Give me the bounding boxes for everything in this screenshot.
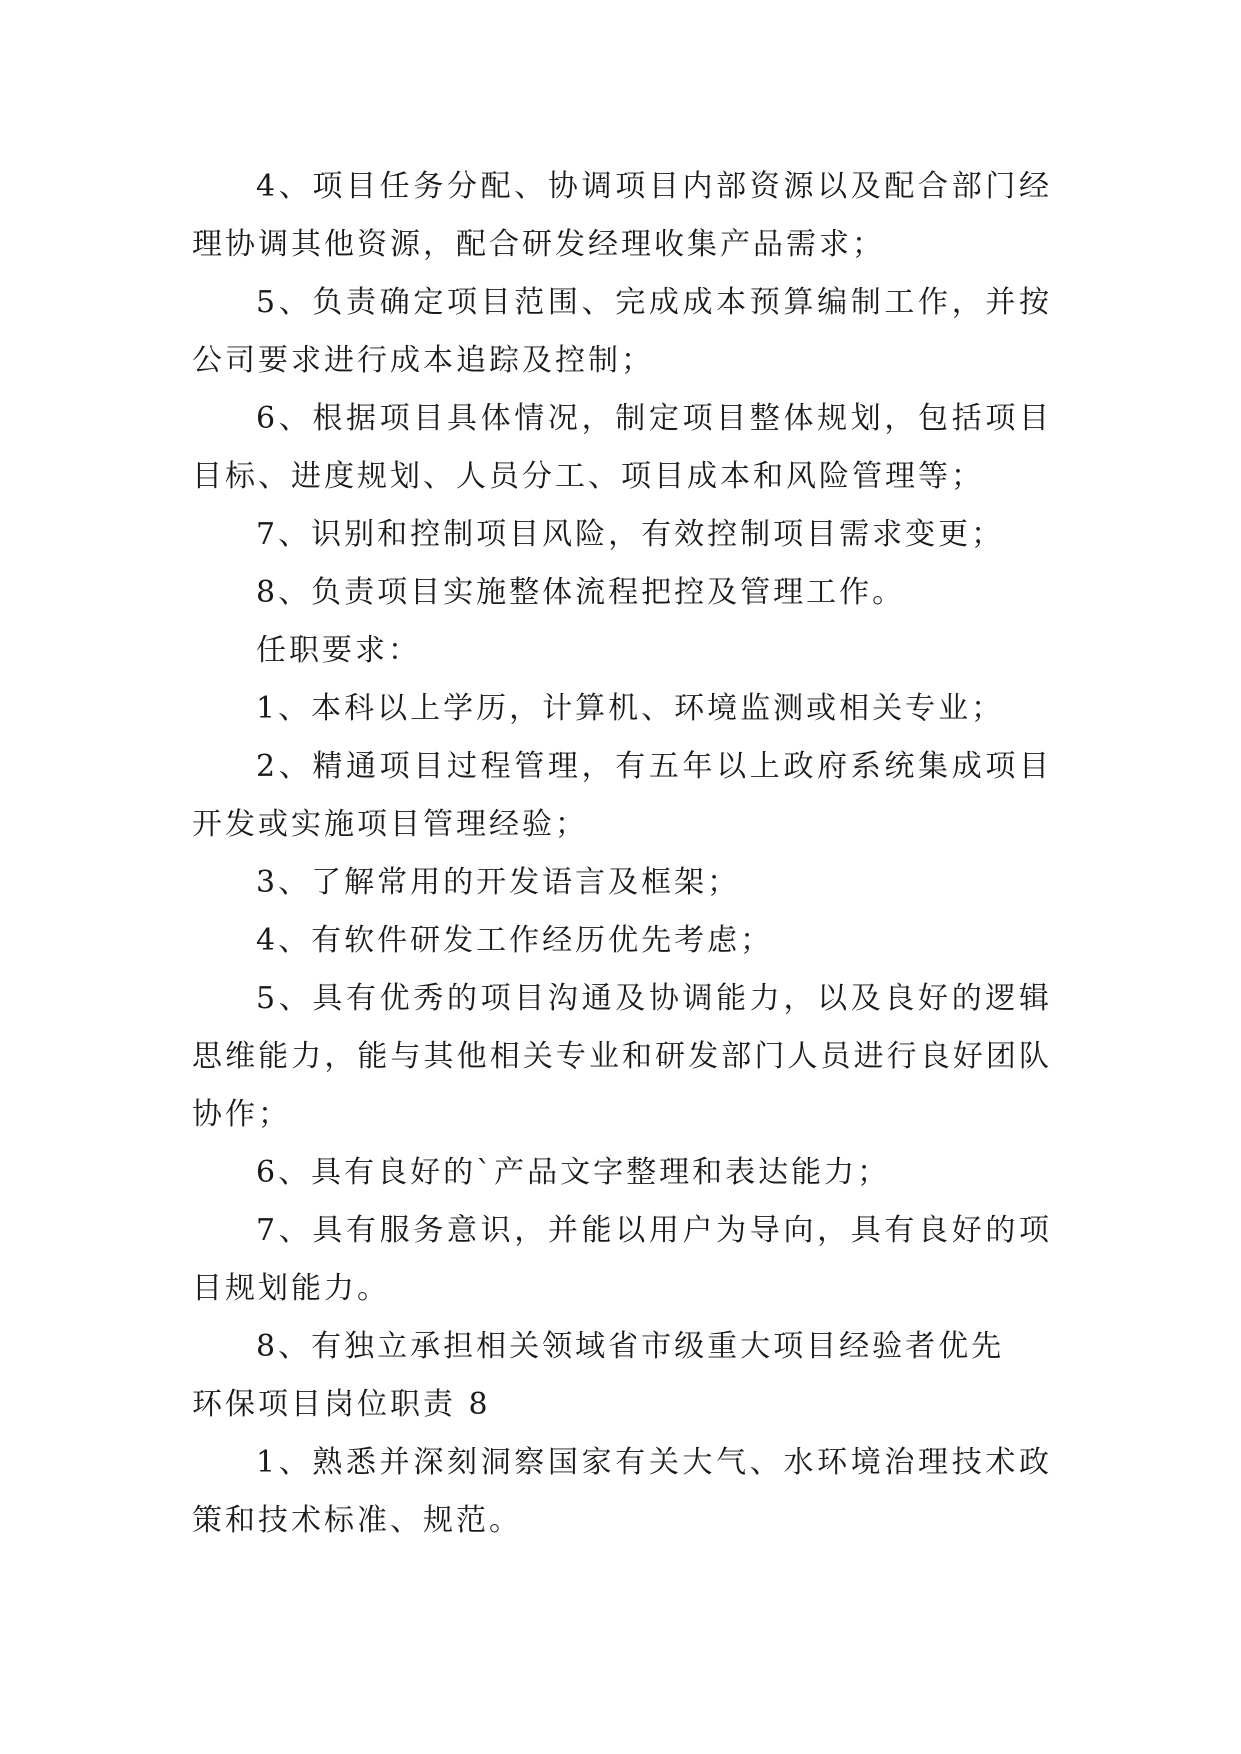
- section-title: 环保项目岗位职责 8: [192, 1387, 491, 1422]
- paragraph-req-4: 4、有软件研发工作经历优先考虑；: [256, 923, 774, 958]
- paragraph-duty-7: 7、识别和控制项目风险，有效控制项目需求变更；: [256, 517, 1005, 552]
- paragraph-req-3: 3、了解常用的开发语言及框架；: [256, 865, 741, 900]
- paragraph-duty-1: 1、熟悉并深刻洞察国家有关大气、水环境治理技术政策和技术标准、规范。: [192, 1445, 1052, 1538]
- paragraph-duty-5: 5、负责确定项目范围、完成成本预算编制工作，并按公司要求进行成本追踪及控制；: [192, 285, 1052, 378]
- paragraph-req-6: 6、具有良好的`产品文字整理和表达能力；: [256, 1155, 891, 1190]
- paragraph-req-8: 8、有独立承担相关领域省市级重大项目经验者优先: [256, 1329, 1005, 1364]
- paragraph-req-7: 7、具有服务意识，并能以用户为导向，具有良好的项目规划能力。: [192, 1213, 1052, 1306]
- paragraph-req-5: 5、具有优秀的项目沟通及协调能力，以及良好的逻辑思维能力，能与其他相关专业和研发部门人员进行良好团队协作；: [192, 981, 1052, 1132]
- paragraph-duty-8: 8、负责项目实施整体流程把控及管理工作。: [256, 575, 906, 610]
- section-heading-requirements: 任职要求：: [256, 633, 421, 668]
- paragraph-duty-4: 4、项目任务分配、协调项目内部资源以及配合部门经理协调其他资源，配合研发经理收集产品需求；: [192, 169, 1052, 262]
- paragraph-req-1: 1、本科以上学历，计算机、环境监测或相关专业；: [256, 691, 1005, 726]
- paragraph-req-2: 2、精通项目过程管理，有五年以上政府系统集成项目开发或实施项目管理经验；: [192, 749, 1052, 842]
- paragraph-duty-6: 6、根据项目具体情况，制定项目整体规划，包括项目目标、进度规划、人员分工、项目成本和风险管理等；: [192, 401, 1052, 494]
